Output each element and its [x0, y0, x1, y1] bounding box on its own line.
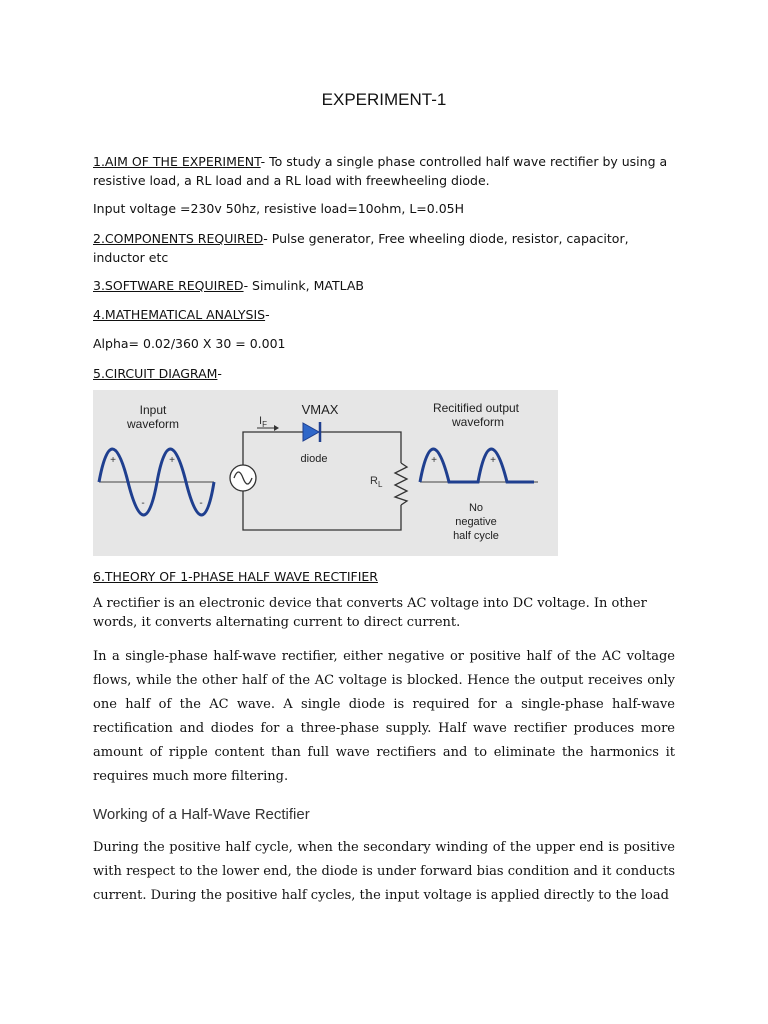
math-section: [93, 305, 675, 324]
input-minus-2: -: [199, 498, 203, 509]
no-negative-label-2: negative: [455, 516, 497, 528]
theory-heading: 6.THEORY OF 1-PHASE HALF WAVE RECTIFIER: [93, 569, 378, 584]
input-minus-1: -: [141, 498, 145, 509]
theory-p1-line1: A rectifier is an electronic device that converts AC voltage into DC voltage. In other: [93, 596, 647, 611]
no-negative-label-1: No: [468, 502, 484, 514]
working-paragraph: During the positive half cycle, when the secondary winding of the upper end is positive with respect to the lower end, the diode is under forward bias condition and it conducts current. During the positive half cycles, the input voltage is applied directly to the load: [93, 840, 675, 903]
vmax-label: VMAX: [301, 402, 339, 417]
diode-icon: [303, 423, 319, 441]
page-title: EXPERIMENT-1: [321, 90, 447, 109]
output-label-2: waveform: [451, 415, 505, 429]
input-label-2: waveform: [126, 417, 180, 431]
components-text-line2: inductor etc: [93, 250, 169, 265]
circuit-section: [93, 364, 675, 383]
theory-paragraph-1: [93, 594, 675, 632]
resistor-icon: [395, 463, 407, 505]
software-text: - Simulink, MATLAB: [243, 278, 364, 293]
theory-paragraph-2: In a single-phase half-wave rectifier, either negative or positive half of the AC voltage flows, while the other half of the AC voltage is blocked. Hence the output receives only one half of the AC wave. A single diode is required for a single-phase half-wave rectification and diodes for a three-phase supply. Half wave rectifier produces more amount of ripple content than full wave rectifiers and to eliminate the harmonics it requires much more filtering.: [93, 649, 675, 784]
components-heading: 2.COMPONENTS REQUIRED: [93, 231, 264, 246]
math-suffix: -: [265, 307, 270, 322]
circuit-diagram: [93, 390, 558, 556]
aim-heading: 1.AIM OF THE EXPERIMENT: [93, 154, 261, 169]
resistor-label: $R_L$: [370, 475, 383, 489]
output-label-1: Recitified output: [432, 401, 520, 415]
circuit-diagram-svg: [93, 390, 558, 556]
software-section: [93, 276, 675, 295]
theory-p1-line2: words, it converts alternating current to direct current.: [93, 615, 461, 630]
components-section: [93, 229, 675, 267]
input-plus-1: +: [110, 455, 116, 466]
input-plus-2: +: [169, 455, 175, 466]
output-wave: [420, 449, 534, 482]
aim-section: [93, 152, 675, 190]
output-plus-1: +: [431, 455, 437, 466]
software-heading: 3.SOFTWARE REQUIRED: [93, 278, 244, 293]
circuit-suffix: -: [217, 366, 222, 381]
alpha-line: Alpha= 0.02/360 X 30 = 0.001: [93, 336, 286, 351]
math-heading: 4.MATHEMATICAL ANALYSIS: [93, 307, 266, 322]
input-voltage-line: Input voltage =230v 50hz, resistive load=10ohm, L=0.05H: [93, 201, 465, 216]
input-label-1: Input: [139, 403, 167, 417]
aim-text-line2: resistive load, a RL load and a RL load with freewheeling diode.: [93, 173, 490, 188]
output-plus-2: +: [490, 455, 496, 466]
no-negative-label-3: half cycle: [453, 530, 499, 542]
current-arrow-head: [274, 425, 279, 431]
components-text-line1: - Pulse generator, Free wheeling diode, resistor, capacitor,: [263, 231, 629, 246]
diode-label: diode: [300, 453, 328, 465]
current-label: $I_F$: [259, 415, 267, 429]
circuit-heading: 5.CIRCUIT DIAGRAM: [93, 366, 218, 381]
aim-text-line1: - To study a single phase controlled half wave rectifier by using a: [260, 154, 668, 169]
working-heading: Working of a Half-Wave Rectifier: [93, 806, 310, 823]
